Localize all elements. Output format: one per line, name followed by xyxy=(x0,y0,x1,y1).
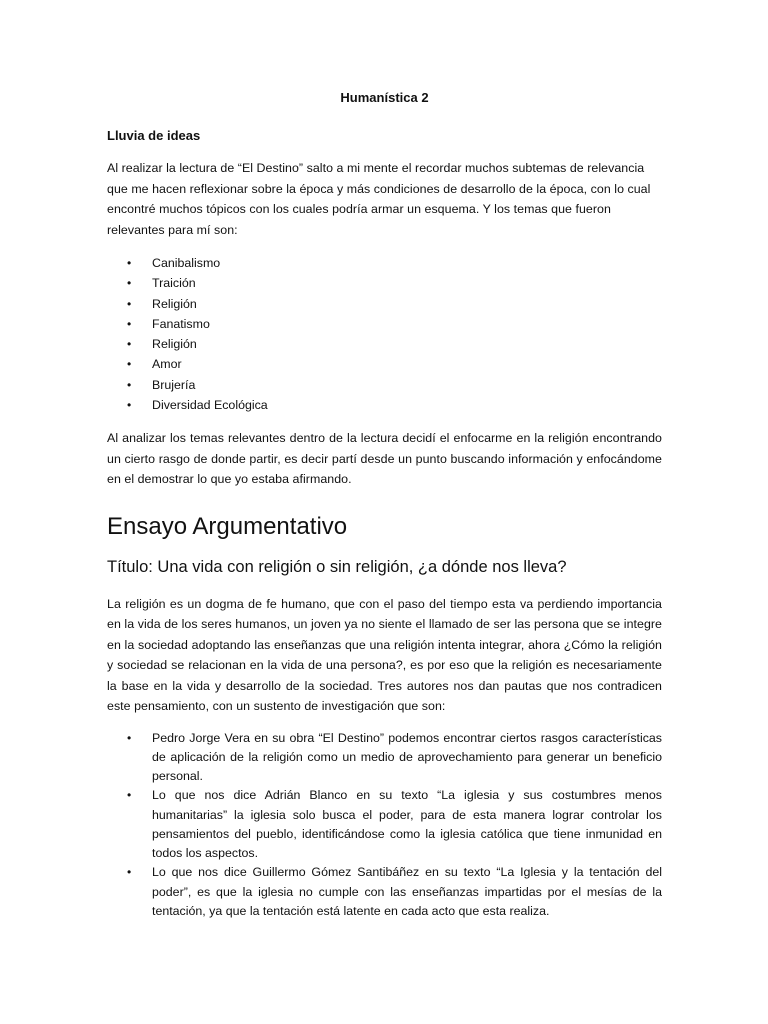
intro-paragraph: Al realizar la lectura de “El Destino” salto a mi mente el recordar muchos subtemas de relevancia que me hacen reflexionar sobre la época y más condiciones de desarrollo de la época, con lo cual encontré muchos tópicos con los cuales podría armar un esquema. Y los temas que fueron relevantes para mí son: xyxy=(107,161,651,237)
list-item: • Religión xyxy=(107,294,662,314)
list-item: • Religión xyxy=(107,334,662,354)
topics-list xyxy=(107,253,662,415)
document-title: Humanística 2 xyxy=(340,90,429,105)
list-item: • Lo que nos dice Adrián Blanco en su texto “La iglesia y sus costumbres menos humanitarias” la iglesia solo busca el poder, para de esta manera lograr controlar los pensamientos del pueblo, identificándose como la iglesia católica que tiene inmunidad en todos los aspectos. xyxy=(107,786,662,863)
authors-list xyxy=(107,729,662,921)
document-body xyxy=(107,88,662,921)
list-item: • Canibalismo xyxy=(107,253,662,273)
list-item: • Traición xyxy=(107,273,662,293)
analysis-paragraph: Al analizar los temas relevantes dentro de la lectura decidí el enfocarme en la religión encontrando un cierto rasgo de donde partir, es decir partí desde un punto buscando información y enfocándome en el demostrar lo que yo estaba afirmando. xyxy=(107,431,662,487)
list-item: • Amor xyxy=(107,354,662,374)
list-item: • Fanatismo xyxy=(107,314,662,334)
list-item: • Pedro Jorge Vera en su obra “El Destino” podemos encontrar ciertos rasgos características de aplicación de la religión como un medio de aprovechamiento para generar un beneficio personal. xyxy=(107,729,662,787)
essay-title: Título: Una vida con religión o sin religión, ¿a dónde nos lleva? xyxy=(107,557,567,576)
section-heading: Lluvia de ideas xyxy=(107,128,201,143)
list-item: • Brujería xyxy=(107,375,662,395)
essay-heading: Ensayo Argumentativo xyxy=(107,512,348,540)
list-item: • Diversidad Ecológica xyxy=(107,395,662,415)
essay-paragraph: La religión es un dogma de fe humano, que con el paso del tiempo esta va perdiendo importancia en la vida de los seres humanos, un joven ya no siente el llamado de ser las persona que se integre en la sociedad adoptando las enseñanzas que una religión intenta integrar, ahora ¿Cómo la religión y sociedad se relacionan en la vida de una persona?, es por eso que la religión es necesariamente la base en la vida y desarrollo de la sociedad. Tres autores nos dan pautas que nos contradicen este pensamiento, con un sustento de investigación que son: xyxy=(107,596,662,714)
list-item: • Lo que nos dice Guillermo Gómez Santibáñez en su texto “La Iglesia y la tentación del poder”, es que la iglesia no cumple con las enseñanzas impartidas por el mesías de la tentación, ya que la tentación está latente en cada acto que esta realiza. xyxy=(107,863,662,921)
